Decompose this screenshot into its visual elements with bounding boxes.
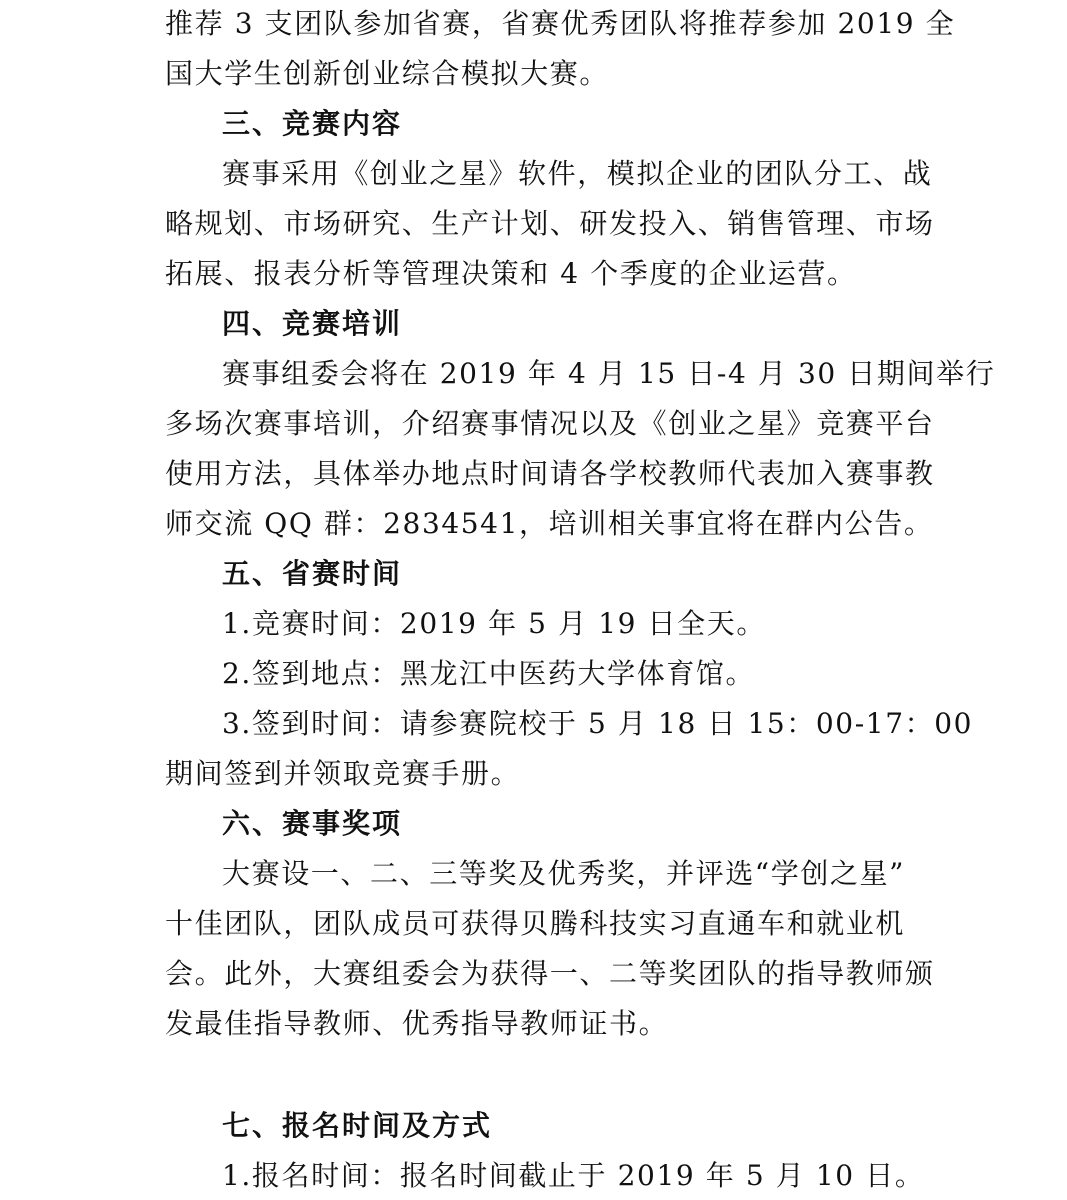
list-item: 1.报名时间：报名时间截止于 2019 年 5 月 10 日。 [222, 1159, 925, 1192]
paragraph-line: 略规划、市场研究、生产计划、研发投入、销售管理、市场 [165, 207, 935, 240]
section-heading-7: 七、报名时间及方式 [222, 1109, 493, 1142]
paragraph-line: 多场次赛事培训，介绍赛事情况以及《创业之星》竞赛平台 [165, 407, 935, 440]
list-item: 2.签到地点：黑龙江中医药大学体育馆。 [222, 657, 756, 690]
paragraph-line: 赛事组委会将在 2019 年 4 月 15 日-4 月 30 日期间举行 [222, 357, 996, 390]
paragraph-line: 赛事采用《创业之星》软件，模拟企业的团队分工、战 [222, 157, 933, 190]
paragraph-line: 拓展、报表分析等管理决策和 4 个季度的企业运营。 [165, 257, 857, 290]
section-heading-6: 六、赛事奖项 [222, 807, 403, 840]
paragraph-line: 师交流 QQ 群：2834541，培训相关事宜将在群内公告。 [165, 507, 934, 540]
paragraph-line: 推荐 3 支团队参加省赛，省赛优秀团队将推荐参加 2019 全 [165, 7, 956, 40]
section-heading-4: 四、竞赛培训 [222, 307, 403, 340]
paragraph-line: 期间签到并领取竞赛手册。 [165, 757, 521, 790]
paragraph-line: 会。此外，大赛组委会为获得一、二等奖团队的指导教师颁 [165, 957, 935, 990]
paragraph-line: 使用方法，具体举办地点时间请各学校教师代表加入赛事教 [165, 457, 935, 490]
section-heading-5: 五、省赛时间 [222, 557, 403, 590]
list-item: 1.竞赛时间：2019 年 5 月 19 日全天。 [222, 607, 766, 640]
paragraph-line: 十佳团队，团队成员可获得贝腾科技实习直通车和就业机 [165, 907, 906, 940]
paragraph-line: 大赛设一、二、三等奖及优秀奖，并评选“学创之星” [222, 857, 906, 890]
paragraph-line: 国大学生创新创业综合模拟大赛。 [165, 57, 610, 90]
list-item: 3.签到时间：请参赛院校于 5 月 18 日 15：00-17：00 [222, 707, 974, 740]
section-heading-3: 三、竞赛内容 [222, 107, 403, 140]
paragraph-line: 发最佳指导教师、优秀指导教师证书。 [165, 1007, 669, 1040]
